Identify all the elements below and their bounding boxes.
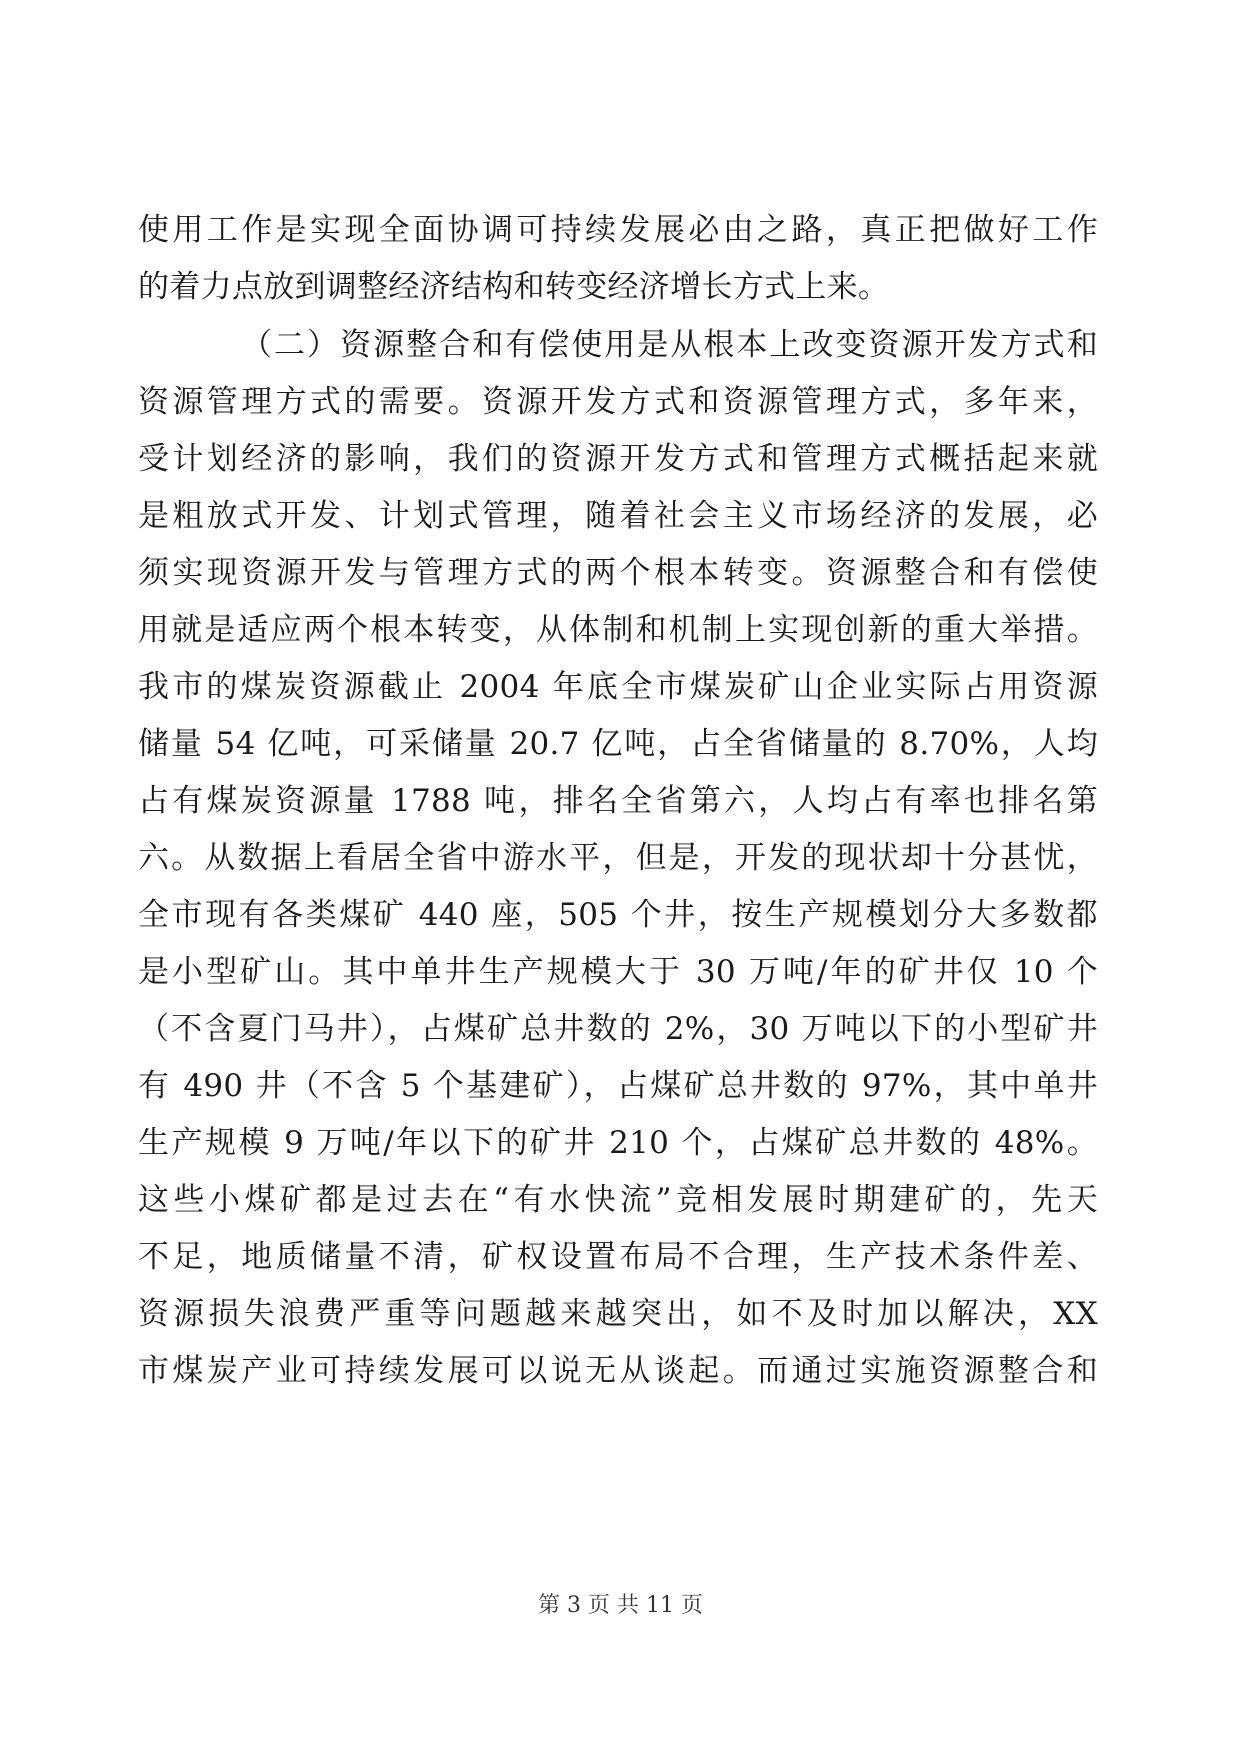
paragraph-1-line-2: 的着力点放到调整经济结构和转变经济增长方式上来。 [138,269,890,305]
paragraph-2-line-19: 市煤炭产业可持续发展可以说无从谈起。而通过实施资源整合和 [138,1353,1098,1389]
paragraph-1-line-1: 使用工作是实现全面协调可持续发展必由之路，真正把做好工作 [138,212,1098,248]
paragraph-2-line-8: 储量 54 亿吨，可采储量 20.7 亿吨，占全省储量的 8.70%，人均 [138,726,1098,762]
paragraph-2-line-15: 生产规模 9 万吨/年以下的矿井 210 个，占煤矿总井数的 48%。 [138,1125,1098,1161]
paragraph-2-line-6: 用就是适应两个根本转变，从体制和机制上实现创新的重大举措。 [138,612,1098,648]
paragraph-2-line-2: 资源管理方式的需要。资源开发方式和资源管理方式，多年来， [138,384,1098,420]
paragraph-2-line-4: 是粗放式开发、计划式管理，随着社会主义市场经济的发展，必 [138,498,1098,534]
paragraph-2-line-5: 须实现资源开发与管理方式的两个根本转变。资源整合和有偿使 [138,555,1098,591]
paragraph-2-line-11: 全市现有各类煤矿 440 座，505 个井，按生产规模划分大多数都 [138,897,1098,933]
paragraph-2-line-13: （不含夏门马井），占煤矿总井数的 2%，30 万吨以下的小型矿井 [138,1011,1098,1047]
paragraph-2-line-12: 是小型矿山。其中单井生产规模大于 30 万吨/年的矿井仅 10 个 [138,954,1098,990]
page-number-footer: 第 3 页 共 11 页 [538,1593,703,1618]
paragraph-2-line-18: 资源损失浪费严重等问题越来越突出，如不及时加以解决，XX [138,1296,1098,1332]
paragraph-2-line-17: 不足，地质储量不清，矿权设置布局不合理，生产技术条件差、 [138,1239,1098,1275]
paragraph-2-line-10: 六。从数据上看居全省中游水平，但是，开发的现状却十分甚忧， [138,840,1098,876]
paragraph-2-line-7: 我市的煤炭资源截止 2004 年底全市煤炭矿山企业实际占用资源 [138,669,1098,705]
paragraph-2-line-1: （二）资源整合和有偿使用是从根本上改变资源开发方式和 [241,327,1098,363]
paragraph-2-line-9: 占有煤炭资源量 1788 吨，排名全省第六，人均占有率也排名第 [138,783,1098,819]
paragraph-2-line-3: 受计划经济的影响，我们的资源开发方式和管理方式概括起来就 [138,441,1098,477]
paragraph-2-line-14: 有 490 井（不含 5 个基建矿），占煤矿总井数的 97%，其中单井 [138,1068,1098,1104]
paragraph-2-line-16: 这些小煤矿都是过去在“有水快流”竞相发展时期建矿的，先天 [138,1182,1098,1218]
